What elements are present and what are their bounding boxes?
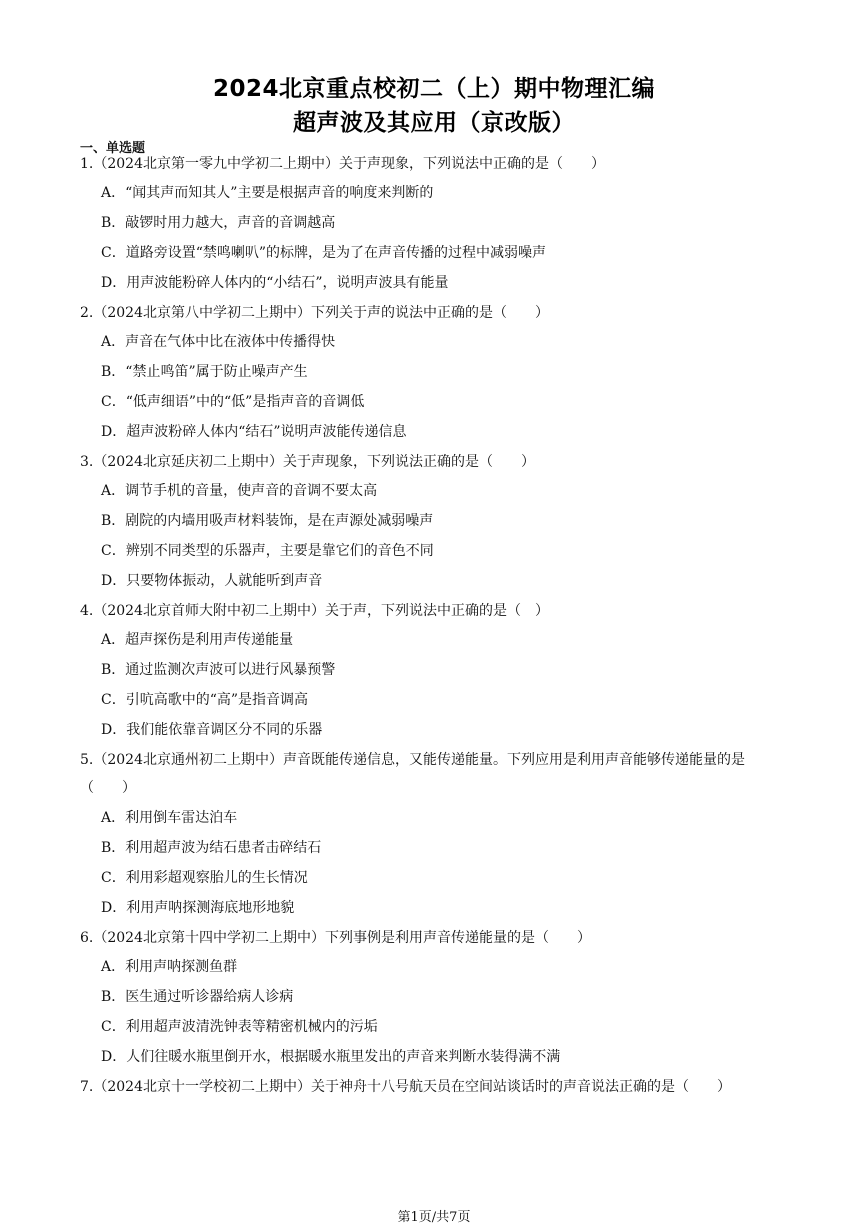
question-1: [80, 154, 790, 293]
option-list: [101, 481, 790, 591]
option-b: B．“禁止鸣笛”属于防止噪声产生: [101, 364, 308, 380]
question-3: [80, 452, 790, 591]
option-d: D．利用声呐探测海底地形地貌: [101, 900, 295, 916]
option-d: D．只要物体振动，人就能听到声音: [101, 573, 323, 589]
option-c: C．利用彩超观察胎儿的生长情况: [101, 870, 308, 886]
question-stem: 2.（2024北京第八中学初二上期中）下列关于声的说法中正确的是（ ）: [80, 305, 549, 321]
option-list: [101, 957, 790, 1067]
question-stem: 4.（2024北京首师大附中初二上期中）关于声，下列说法中正确的是（ ）: [80, 603, 549, 619]
section-heading: 一、单选题: [80, 141, 146, 156]
question-4: [80, 601, 790, 740]
option-b: B．通过监测次声波可以进行风暴预警: [101, 662, 336, 678]
option-list: [101, 808, 790, 918]
option-a: A．“闻其声而知其人”主要是根据声音的响度来判断的: [101, 185, 434, 201]
option-c: C．辨别不同类型的乐器声，主要是靠它们的音色不同: [101, 543, 434, 559]
option-d: D．用声波能粉碎人体内的“小结石”，说明声波具有能量: [101, 275, 449, 291]
option-b: B．利用超声波为结石患者击碎结石: [101, 840, 322, 856]
question-stem: 6.（2024北京第十四中学初二上期中）下列事例是利用声音传递能量的是（ ）: [80, 930, 591, 946]
question-stem: 7.（2024北京十一学校初二上期中）关于神舟十八号航天员在空间站谈话时的声音说法正确的是（ ）: [80, 1079, 731, 1095]
option-a: A．利用倒车雷达泊车: [101, 810, 238, 826]
option-list: [101, 332, 790, 442]
question-stem: 5.（2024北京通州初二上期中）声音既能传递信息，又能传递能量。下列应用是利用声音能够传递能量的是（ ）: [80, 752, 745, 796]
question-6: [80, 928, 790, 1067]
option-d: D．人们往暖水瓶里倒开水，根据暖水瓶里发出的声音来判断水装得满不满: [101, 1049, 561, 1065]
option-a: A．调节手机的音量，使声音的音调不要太高: [101, 483, 378, 499]
option-a: A．利用声呐探测鱼群: [101, 959, 238, 975]
option-a: A．超声探伤是利用声传递能量: [101, 632, 294, 648]
option-b: B．敲锣时用力越大，声音的音调越高: [101, 215, 336, 231]
option-c: C．利用超声波清洗钟表等精密机械内的污垢: [101, 1019, 378, 1035]
question-2: [80, 303, 790, 442]
document-subtitle: 超声波及其应用（京改版）: [293, 110, 575, 136]
question-stem: 3.（2024北京延庆初二上期中）关于声现象，下列说法正确的是（ ）: [80, 454, 535, 470]
option-b: B．医生通过听诊器给病人诊病: [101, 989, 294, 1005]
question-7: [80, 1077, 790, 1097]
option-c: C．“低声细语”中的“低”是指声音的音调低: [101, 394, 365, 410]
document-title: 2024北京重点校初二（上）期中物理汇编: [212, 76, 655, 102]
option-b: B．剧院的内墙用吸声材料装饰，是在声源处减弱噪声: [101, 513, 434, 529]
option-d: D．我们能依靠音调区分不同的乐器: [101, 722, 323, 738]
option-c: C．道路旁设置“禁鸣喇叭”的标牌，是为了在声音传播的过程中减弱噪声: [101, 245, 547, 261]
option-d: D．超声波粉碎人体内“结石”说明声波能传递信息: [101, 424, 407, 440]
question-list: [80, 154, 790, 1106]
page-footer: 第1页/共7页: [397, 1210, 471, 1225]
option-c: C．引吭高歌中的“高”是指音调高: [101, 692, 309, 708]
option-list: [101, 183, 790, 293]
option-a: A．声音在气体中比在液体中传播得快: [101, 334, 336, 350]
question-stem: 1.（2024北京第一零九中学初二上期中）关于声现象，下列说法中正确的是（ ）: [80, 156, 605, 172]
question-5: [80, 746, 790, 918]
option-list: [101, 630, 790, 740]
